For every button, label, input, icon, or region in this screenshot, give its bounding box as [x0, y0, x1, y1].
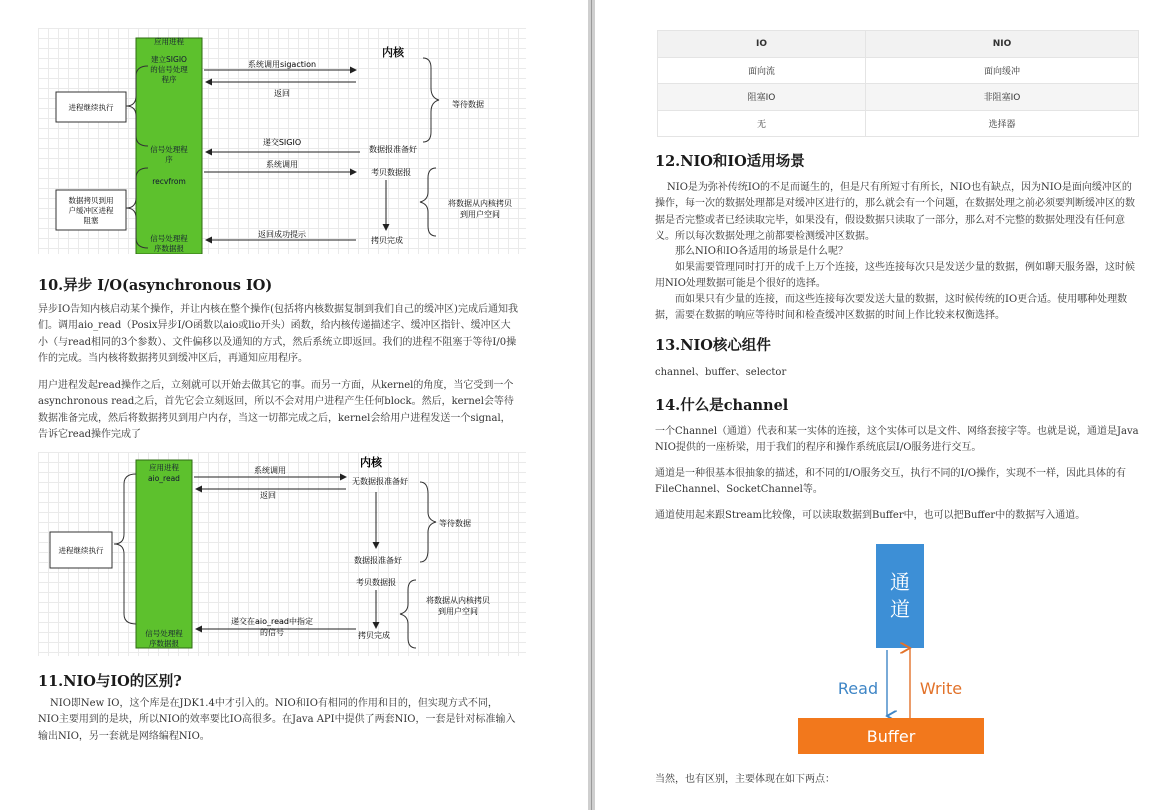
- d1-syscall: 系统调用: [266, 160, 298, 169]
- d2-wait-data: 等待数据: [439, 519, 471, 528]
- d1-return-success: 返回成功提示: [258, 230, 306, 239]
- d1-copy-kernel-to-user: 将数据从内核拷贝: [448, 199, 512, 208]
- table-row: [658, 110, 1139, 137]
- svg-text:到用户空间: 到用户空间: [460, 210, 500, 219]
- section-11-title: 11.NIO与IO的区别?: [38, 673, 182, 690]
- table-cell: 面向流: [658, 57, 866, 84]
- d1-copy-blocked: 数据拷贝到用: [68, 196, 114, 205]
- table-cell: 面向缓冲: [865, 57, 1138, 84]
- svg-text:程序: 程序: [161, 75, 177, 84]
- right-page: [595, 0, 1163, 810]
- diagram-async-io: [38, 452, 526, 656]
- table-cell: 阻塞IO: [658, 84, 866, 111]
- svg-text:序数据报: 序数据报: [149, 639, 179, 648]
- d2-data-ready: 数据报准备好: [354, 556, 402, 565]
- svg-text:的信号: 的信号: [260, 628, 284, 637]
- d2-copy-datagram: 考贝数据报: [356, 578, 396, 587]
- svg-text:的信号处理: 的信号处理: [150, 65, 188, 74]
- d1-wait-data: 等待数据: [452, 100, 484, 109]
- section-12-para-1: NIO是为弥补传统IO的不足而诞生的，但是尺有所短寸有所长，NIO也有缺点，因为NIO是面向缓冲区的操作，每一次的数据处理都是对缓冲区进行的，那么就会有一个问题，在数据处理之前必须要判断缓冲区的数据是否完整或者已经读取完毕，如果没有，假设数据只读取了一部分，那么对不完整的数据处理没有任何意义。所以每次数据处理之前都要检测缓冲区数据。: [655, 182, 1135, 243]
- table-row: [658, 57, 1139, 84]
- section-10-para-1: 异步IO告知内核启动某个操作，并让内核在整个操作(包括将内核数据复制到我们自己的缓冲区)完成后通知我们。调用aio_read（Posix异步I/O函数以aio或lio开头）函数，给内核传递描述字、缓冲区指针、缓冲区大小（与read相同的3个参数）、文件偏移以及通知的方式，然后系统立即返回。我们的进程不阻塞于等待I/0操作的完成。当内核将数据拷贝到缓冲区后，再通知应用程序。: [38, 304, 518, 365]
- d2-app-process: 应用进程: [149, 463, 179, 472]
- svg-text:序: 序: [165, 155, 173, 164]
- section-12-title: 12.NIO和IO适用场景: [655, 153, 805, 170]
- d1-signal-handler: 信号处理程: [150, 145, 188, 154]
- closing-line: 当然，也有区别，主要体现在如下两点：: [655, 774, 835, 785]
- read-label: Read: [837, 679, 879, 698]
- d2-no-data: 无数据报准备好: [352, 477, 408, 486]
- d1-return: 返回: [274, 89, 290, 98]
- d1-register-sigio: 建立SIGIO: [151, 55, 187, 64]
- d2-kernel: 内核: [360, 456, 382, 469]
- section-12-para-2: 那么NIO和IO各适用的场景是什么呢？: [675, 246, 849, 257]
- d2-syscall: 系统调用: [254, 466, 286, 475]
- svg-text:序数据报: 序数据报: [154, 244, 184, 253]
- io-nio-table: [657, 30, 1139, 137]
- d2-copy-kernel-to-user: 将数据从内核拷贝: [426, 596, 490, 605]
- table-row: [658, 84, 1139, 111]
- table-header: IO: [658, 31, 866, 58]
- table-cell: 选择器: [865, 110, 1138, 137]
- d1-app-process: 应用进程: [154, 37, 184, 46]
- section-10-para-2: 用户进程发起read操作之后，立刻就可以开始去做其它的事。而另一方面，从kernel的角度，当它受到一个asynchronous read之后，首先它会立刻返回，所以不会对用户进程产生任何block。然后，kernel会等待数据准备完成，然后将数据拷贝到用户内存，当这一切都完成之后，kernel会给用户进程发送一个signal，告诉它read操作完成了: [38, 380, 514, 441]
- d2-app-continue: 进程继续执行: [58, 546, 104, 555]
- table-cell: 无: [658, 110, 866, 137]
- section-13-title: 13.NIO核心组件: [655, 337, 771, 354]
- table-cell: 非阻塞IO: [865, 84, 1138, 111]
- page-divider: [588, 0, 595, 810]
- d1-copy-datagram: 考贝数据报: [371, 168, 411, 177]
- section-14-title: 14.什么是channel: [655, 397, 789, 414]
- d2-deliver-signal: 递交在aio_read中指定: [230, 617, 314, 626]
- d1-process-datagram: 信号处理程: [150, 234, 188, 243]
- section-14-para-2: 通道是一种很基本很抽象的描述，和不同的I/O服务交互，执行不同的I/O操作，实现不一样，因此具体的有FileChannel、SocketChannel等。: [655, 468, 1127, 496]
- section-10-title: 10.异步 I/O(asynchronous IO): [38, 277, 273, 294]
- d2-handler: 信号处理程: [145, 629, 183, 638]
- section-13-para-1: channel、buffer、selector: [655, 367, 787, 378]
- section-14-para-3: 通道使用起来跟Stream比较像，可以读取数据到Buffer中，也可以把Buffer中的数据写入通道。: [655, 510, 1086, 521]
- svg-text:户缓冲区进程: 户缓冲区进程: [68, 206, 114, 215]
- d1-kernel: 内核: [382, 46, 404, 59]
- diagram-signal-driven-io: [38, 28, 526, 254]
- table-header: NIO: [865, 31, 1138, 58]
- d2-aio-read: aio_read: [148, 474, 180, 483]
- channel-label-top: 通: [890, 570, 910, 594]
- section-11-para-1: NIO即New IO，这个库是在JDK1.4中才引入的。NIO和IO有相同的作用和目的，但实现方式不同，NIO主要用到的是块，所以NIO的效率要比IO高很多。在Java API中提供了两套NIO，一套是针对标准输入输出NIO，另一套就是网络编程NIO。: [38, 698, 516, 742]
- section-12-para-4: 而如果只有少量的连接，而这些连接每次要发送大量的数据，这时候传统的IO更合适。使用哪种处理数据，需要在数据的响应等待时间和检查缓冲区数据的时间上作比较来权衡选择。: [655, 294, 1128, 322]
- d1-syscall-sigaction: 系统调用sigaction: [247, 60, 317, 69]
- channel-box: [876, 544, 924, 648]
- d1-copy-done: 拷贝完成: [371, 236, 403, 245]
- svg-text:到用户空间: 到用户空间: [438, 607, 478, 616]
- buffer-label: Buffer: [866, 727, 916, 746]
- d2-copy-done: 拷贝完成: [358, 631, 390, 640]
- d1-deliver-sigio: 递交SIGIO: [262, 138, 302, 147]
- section-12-para-3: 如果需要管理同时打开的成千上万个连接，这些连接每次只是发送少量的数据，例如聊天服务器，这时候用NIO处理数据可能是个很好的选择。: [655, 262, 1135, 290]
- svg-text:阻塞: 阻塞: [83, 216, 99, 225]
- d1-app-continue: 进程继续执行: [68, 103, 114, 112]
- channel-buffer-figure: [795, 542, 995, 760]
- channel-label-bottom: 道: [890, 597, 910, 621]
- table-header-row: [658, 31, 1139, 58]
- d2-return: 返回: [260, 491, 276, 500]
- write-label: Write: [919, 679, 963, 698]
- d1-data-ready: 数据报准备好: [369, 145, 417, 154]
- d1-recvfrom: recvfrom: [152, 177, 186, 186]
- section-14-para-1: 一个Channel（通道）代表和某一实体的连接，这个实体可以是文件、网络套接字等。也就是说，通道是Java NIO提供的一座桥梁，用于我们的程序和操作系统底层I/O服务进行交互。: [655, 426, 1139, 454]
